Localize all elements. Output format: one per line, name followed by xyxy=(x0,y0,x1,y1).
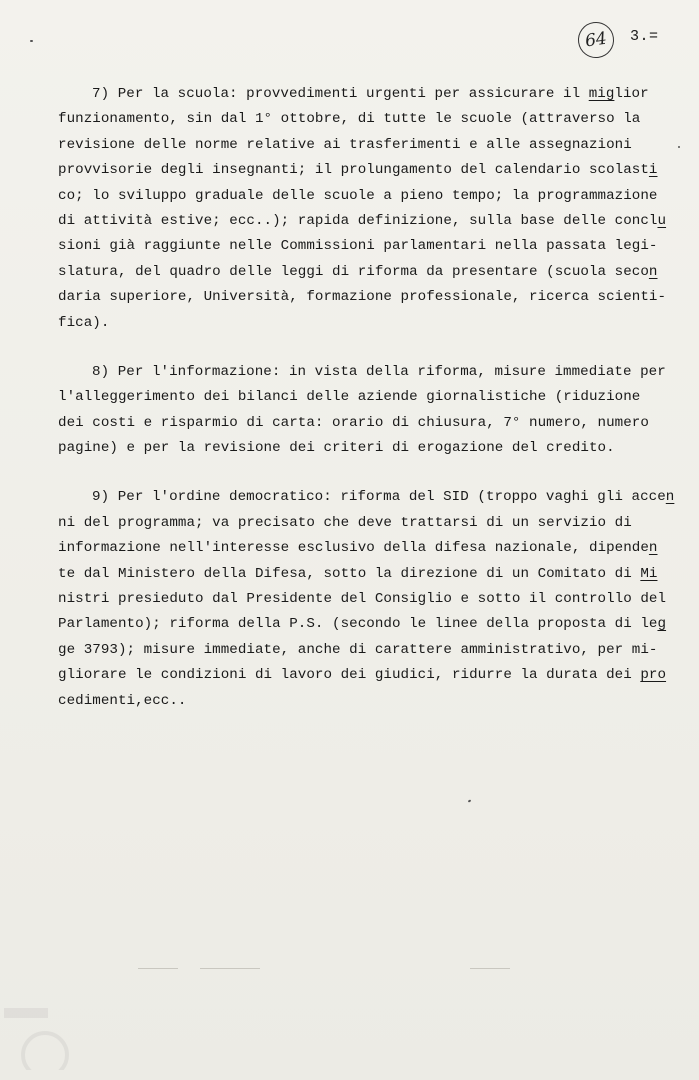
text-segment: 8) Per l'informazione: in vista della riforma, misure immediate per xyxy=(92,363,666,380)
text-line xyxy=(58,511,673,536)
text-segment: gliorare le condizioni di lavoro dei giudici, ridurre la durata dei xyxy=(58,667,641,684)
text-line xyxy=(58,663,673,688)
text-line xyxy=(58,562,673,587)
sheet-number: 3.= xyxy=(630,28,659,45)
page-number-stamp xyxy=(576,20,617,61)
text-line xyxy=(58,82,673,107)
text-segment: funzionamento, sin dal 1° ottobre, di tutte le scuole (attraverso la xyxy=(58,111,641,128)
underlined-segment: n xyxy=(665,489,675,506)
text-segment: co; lo sviluppo graduale delle scuole a pieno tempo; la programmazione xyxy=(58,187,658,204)
stamp-number: 64 xyxy=(583,28,609,52)
text-segment: 9) Per l'ordine democratico: riforma del SID (troppo vaghi gli acce xyxy=(92,489,666,506)
text-line xyxy=(58,107,673,132)
text-line xyxy=(58,436,673,461)
underlined-segment: u xyxy=(657,212,667,229)
text-segment: Parlamento); riforma della P.S. (secondo le linee della proposta di le xyxy=(58,616,658,633)
scan-speck xyxy=(30,40,33,42)
underlined-segment: mig xyxy=(588,86,615,102)
scan-speck xyxy=(468,799,472,802)
text-line xyxy=(58,234,673,259)
document-body xyxy=(58,82,673,738)
text-line xyxy=(58,485,673,510)
underlined-segment: Mi xyxy=(640,565,658,582)
text-line xyxy=(58,285,673,310)
text-segment: ge 3793); misure immediate, anche di carattere amministrativo, per mi- xyxy=(58,641,658,658)
text-segment: daria superiore, Università, formazione professionale, ricerca scienti- xyxy=(58,289,667,306)
text-line xyxy=(58,536,673,561)
text-line xyxy=(58,360,673,385)
text-segment: dei costi e risparmio di carta: orario di chiusura, 7° numero, numero xyxy=(58,414,649,431)
text-line xyxy=(58,209,673,234)
text-segment: 7) Per la scuola: provvedimenti urgenti per assicurare il xyxy=(92,86,589,102)
paragraph-7 xyxy=(58,82,673,336)
text-segment: te dal Ministero della Difesa, sotto la direzione di un Comitato di xyxy=(58,565,641,582)
archive-watermark-icon xyxy=(0,1000,80,1070)
text-segment: revisione delle norme relative ai trasferimenti e alle assegnazioni xyxy=(58,136,632,153)
text-segment: lior xyxy=(614,86,649,102)
text-segment: nistri presieduto dal Presidente del Consiglio e sotto il controllo del xyxy=(58,591,667,608)
text-segment: fica). xyxy=(58,314,110,331)
underlined-segment: g xyxy=(657,616,667,633)
underlined-segment: n xyxy=(648,540,658,557)
text-line xyxy=(58,311,673,336)
text-line xyxy=(58,587,673,612)
faint-mark xyxy=(470,968,510,969)
underlined-segment: i xyxy=(648,162,658,179)
text-segment: informazione nell'interesse esclusivo della difesa nazionale, dipende xyxy=(58,540,649,557)
text-line xyxy=(58,638,673,663)
text-line xyxy=(58,260,673,285)
text-line xyxy=(58,158,673,183)
text-segment: slatura, del quadro delle leggi di riforma da presentare (scuola seco xyxy=(58,263,649,280)
text-segment: cedimenti,ecc.. xyxy=(58,692,187,709)
text-segment: provvisorie degli insegnanti; il prolungamento del calendario scolast xyxy=(58,162,649,179)
text-line xyxy=(58,133,673,158)
text-segment: l'alleggerimento dei bilanci delle aziende giornalistiche (riduzione xyxy=(58,389,641,406)
text-line xyxy=(58,612,673,637)
paragraph-8 xyxy=(58,360,673,462)
text-segment: ni del programma; va precisato che deve trattarsi di un servizio di xyxy=(58,514,632,531)
text-segment: pagine) e per la revisione dei criteri di erogazione del credito. xyxy=(58,440,615,457)
text-segment: di attività estive; ecc..); rapida definizione, sulla base delle concl xyxy=(58,212,658,229)
paragraph-9 xyxy=(58,485,673,714)
scan-speck xyxy=(678,146,680,148)
faint-mark xyxy=(200,968,260,969)
faint-mark xyxy=(138,968,178,969)
text-line xyxy=(58,184,673,209)
text-line xyxy=(58,385,673,410)
text-line xyxy=(58,689,673,714)
underlined-segment: n xyxy=(648,263,658,280)
text-line xyxy=(58,411,673,436)
underlined-segment: pro xyxy=(640,667,667,684)
text-segment: sioni già raggiunte nelle Commissioni parlamentari nella passata legi- xyxy=(58,238,658,255)
